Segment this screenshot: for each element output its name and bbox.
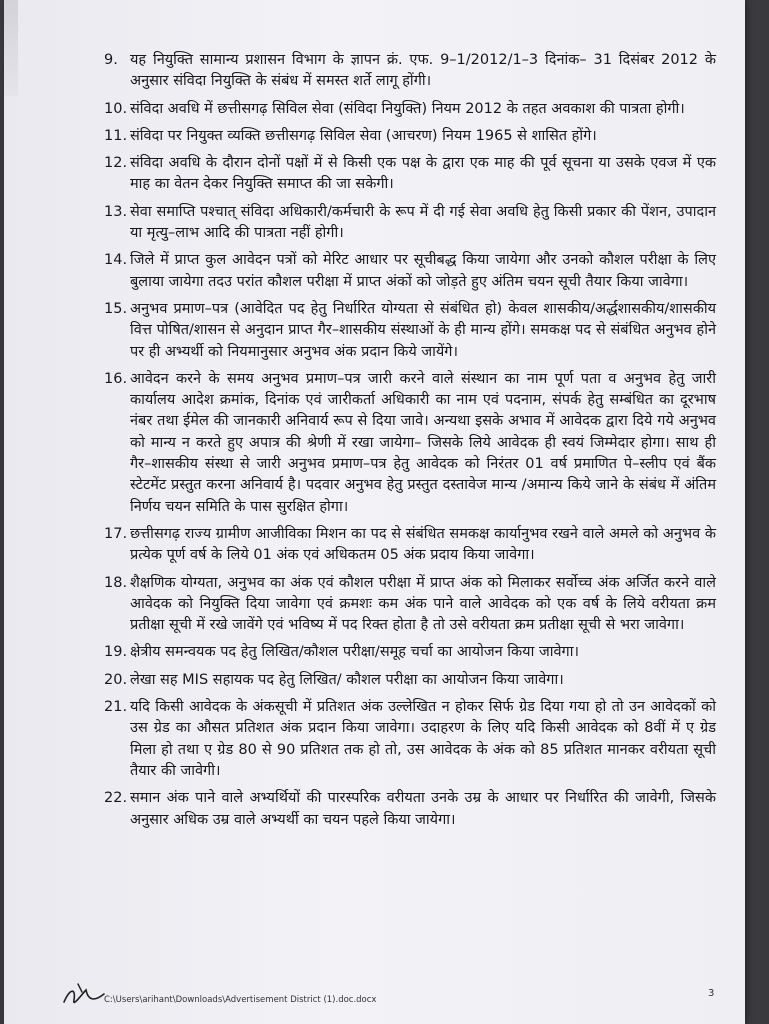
clause-item — [104, 524, 716, 567]
clause-number: 19. — [104, 644, 128, 661]
clause-number: 12. — [104, 155, 128, 172]
clause-number: 20. — [104, 671, 128, 688]
clause-item — [104, 788, 716, 831]
clause-text: यह नियुक्ति सामान्य प्रशासन विभाग के ज्ञापन क्रं. एफ. 9–1/2012/1–3 दिनांक– 31 दिसंबर 2012 के अनुसार संविदा नियुक्ति के संबंध में समस्त शर्ते लागू होंगी। — [130, 52, 716, 90]
clause-number: 13. — [104, 203, 128, 220]
footer-file-path: C:\Users\arihant\Downloads\Advertisement District (1).doc.docx — [104, 995, 377, 1005]
clause-number: 17. — [104, 525, 128, 542]
signature-mark — [60, 980, 108, 1010]
clause-item — [104, 369, 716, 518]
clause-item — [104, 202, 716, 245]
clause-item — [104, 573, 716, 637]
clause-text: संविदा पर नियुक्त व्यक्ति छत्तीसगढ़ सिविल सेवा (आचरण) नियम 1965 से शासित होंगे। — [130, 127, 597, 144]
clause-item — [104, 153, 716, 196]
clause-text: क्षेत्रीय समन्वयक पद हेतु लिखित/कौशल परीक्षा/समूह चर्चा का आयोजन किया जावेगा। — [130, 644, 579, 661]
clause-text: यदि किसी आवेदक के अंकसूची में प्रतिशत अंक उल्लेखित न होकर सिर्फ ग्रेड दिया गया हो तो उन आवेदकों को उस ग्रेड का औसत प्रतिशत अंक प्रदान किया जावेगा। उदाहरण के लिए यदि किसी आवेदक को 8वीं में ए ग्रेड मिला हो तथा ए ग्रेड 80 से 90 प्रतिशत तक हो तो, उस आवेदक के अंक को 85 प्रतिशत मानकर वरीयता सूची तैयार की जावेगी। — [130, 699, 716, 779]
clause-number: 21. — [104, 699, 128, 716]
clause-item — [104, 642, 716, 663]
clause-item — [104, 126, 716, 147]
document-page — [4, 0, 745, 1024]
clause-text: आवेदन करने के समय अनुभव प्रमाण–पत्र जारी करने वाले संस्थान का नाम पूर्ण पता व अनुभव हेतु जारी कार्यालय आदेश क्रमांक, दिनांक एवं जारीकर्ता अधिकारी का नाम एवं पदनाम, संपर्क हेतु सम्बंधित का दूरभाष नंबर तथा ईमेल की जानकारी अनिवार्य रूप से दिया जावे। अन्यथा इसके अभाव में आवेदक द्वारा दिये गये अनुभव को मान्य न करते हुए अपात्र की श्रेणी में रखा जायेगा– जिसके लिये आवेदक ही स्वयं जिम्मेदार होगा। साथ ही गैर–शासकीय संस्था से जारी अनुभव प्रमाण–पत्र हेतु आवेदक को निरंतर 01 वर्ष प्रमाणित पे–स्लीप एवं बैंक स्टेटमेंट प्रस्तुत करना अनिवार्य है। पदवार अनुभव हेतु प्रस्तुत दस्तावेज मान्य /अमान्य किये जाने के संबंध में अंतिम निर्णय चयन समिति के पास सुरक्षित होगा। — [130, 370, 716, 515]
clause-text: सेवा समाप्ति पश्चात् संविदा अधिकारी/कर्मचारी के रूप में दी गई सेवा अवधि हेतु किसी प्रकार की पेंशन, उपादान या मृत्यु–लाभ आदि की पात्रता नहीं होगी। — [130, 203, 716, 242]
clause-number: 18. — [104, 574, 128, 591]
clause-item — [104, 99, 716, 120]
clause-text: संविदा अवधि में छत्तीसगढ़ सिविल सेवा (संविदा नियुक्ति) नियम 2012 के तहत अवकाश की पात्रता होगी। — [130, 100, 685, 117]
clause-number: 22. — [104, 790, 128, 807]
clause-item — [104, 250, 716, 293]
clause-text: समान अंक पाने वाले अभ्यर्थियों की पारस्परिक वरीयता उनके उम्र के आधार पर निर्धारित की जावेगी, जिसके अनुसार अधिक उम्र वाले अभ्यर्थी का चयन पहले किया जायेगा। — [130, 790, 716, 828]
clause-text: शैक्षणिक योग्यता, अनुभव का अंक एवं कौशल परीक्षा में प्राप्त अंक को मिलाकर सर्वोच्च अंक अर्जित करने वाले आवेदक को नियुक्ति दिया जावेगा एवं क्रमशः कम अंक पाने वाले आवेदक को एक वर्ष के लिये वरीयता क्रम प्रतीक्षा सूची में रखे जावेंगे एवं भविष्य में पद रिक्त होता है तो उसे वरीयता क्रम प्रतीक्षा सूची से भरा जावेगा। — [130, 574, 716, 634]
clause-text: संविदा अवधि के दौरान दोनों पक्षों में से किसी एक पक्ष के द्वारा एक माह की पूर्व सूचना या उसके एवज में एक माह का वेतन देकर नियुक्ति समाप्त की जा सकेगी। — [130, 155, 716, 193]
clause-text: छत्तीसगढ़ राज्य ग्रामीण आजीविका मिशन का पद से संबंधित समकक्ष कार्यानुभव रखने वाले अमले को अनुभव के प्रत्येक पूर्ण वर्ष के लिये 01 अंक एवं अधिकतम 05 अंक प्रदाय किया जावेगा। — [130, 525, 716, 564]
clause-number: 16. — [104, 370, 128, 387]
clause-number: 15. — [104, 300, 128, 317]
page-corner-shadow — [4, 0, 18, 96]
clause-number: 9. — [104, 52, 118, 68]
clause-number: 14. — [104, 252, 128, 269]
clause-item — [104, 670, 716, 691]
clause-item — [104, 697, 716, 782]
clause-text: लेखा सह MIS सहायक पद हेतु लिखित/ कौशल परीक्षा का आयोजन किया जावेगा। — [130, 671, 564, 688]
page-number: 3 — [708, 988, 715, 999]
clause-number: 10. — [104, 100, 128, 117]
clause-item — [104, 299, 716, 363]
clause-number: 11. — [104, 127, 128, 144]
clause-item — [104, 50, 716, 93]
clause-text: जिले में प्राप्त कुल आवेदन पत्रों को मेरिट आधार पर सूचीबद्ध किया जायेगा और उनको कौशल परीक्षा के लिए बुलाया जायेगा तदउ परांत कौशल परीक्षा में प्राप्त अंकों को जोड़ते हुए अंतिम चयन सूची तैयार किया जावेगा। — [130, 252, 716, 290]
clause-list — [104, 50, 716, 837]
clause-text: अनुभव प्रमाण–पत्र (आवेदित पद हेतु निर्धारित योग्यता से संबंधित हो) केवल शासकीय/अर्द्धशासकीय/शासकीय वित्त पोषित/शासन से अनुदान प्राप्त गैर–शासकीय संस्थाओं के ही मान्य होंगे। समकक्ष पद से संबंधित अनुभव होने पर ही अभ्यर्थी को नियमानुसार अनुभव अंक प्रदान किये जायेंगे। — [130, 300, 716, 360]
